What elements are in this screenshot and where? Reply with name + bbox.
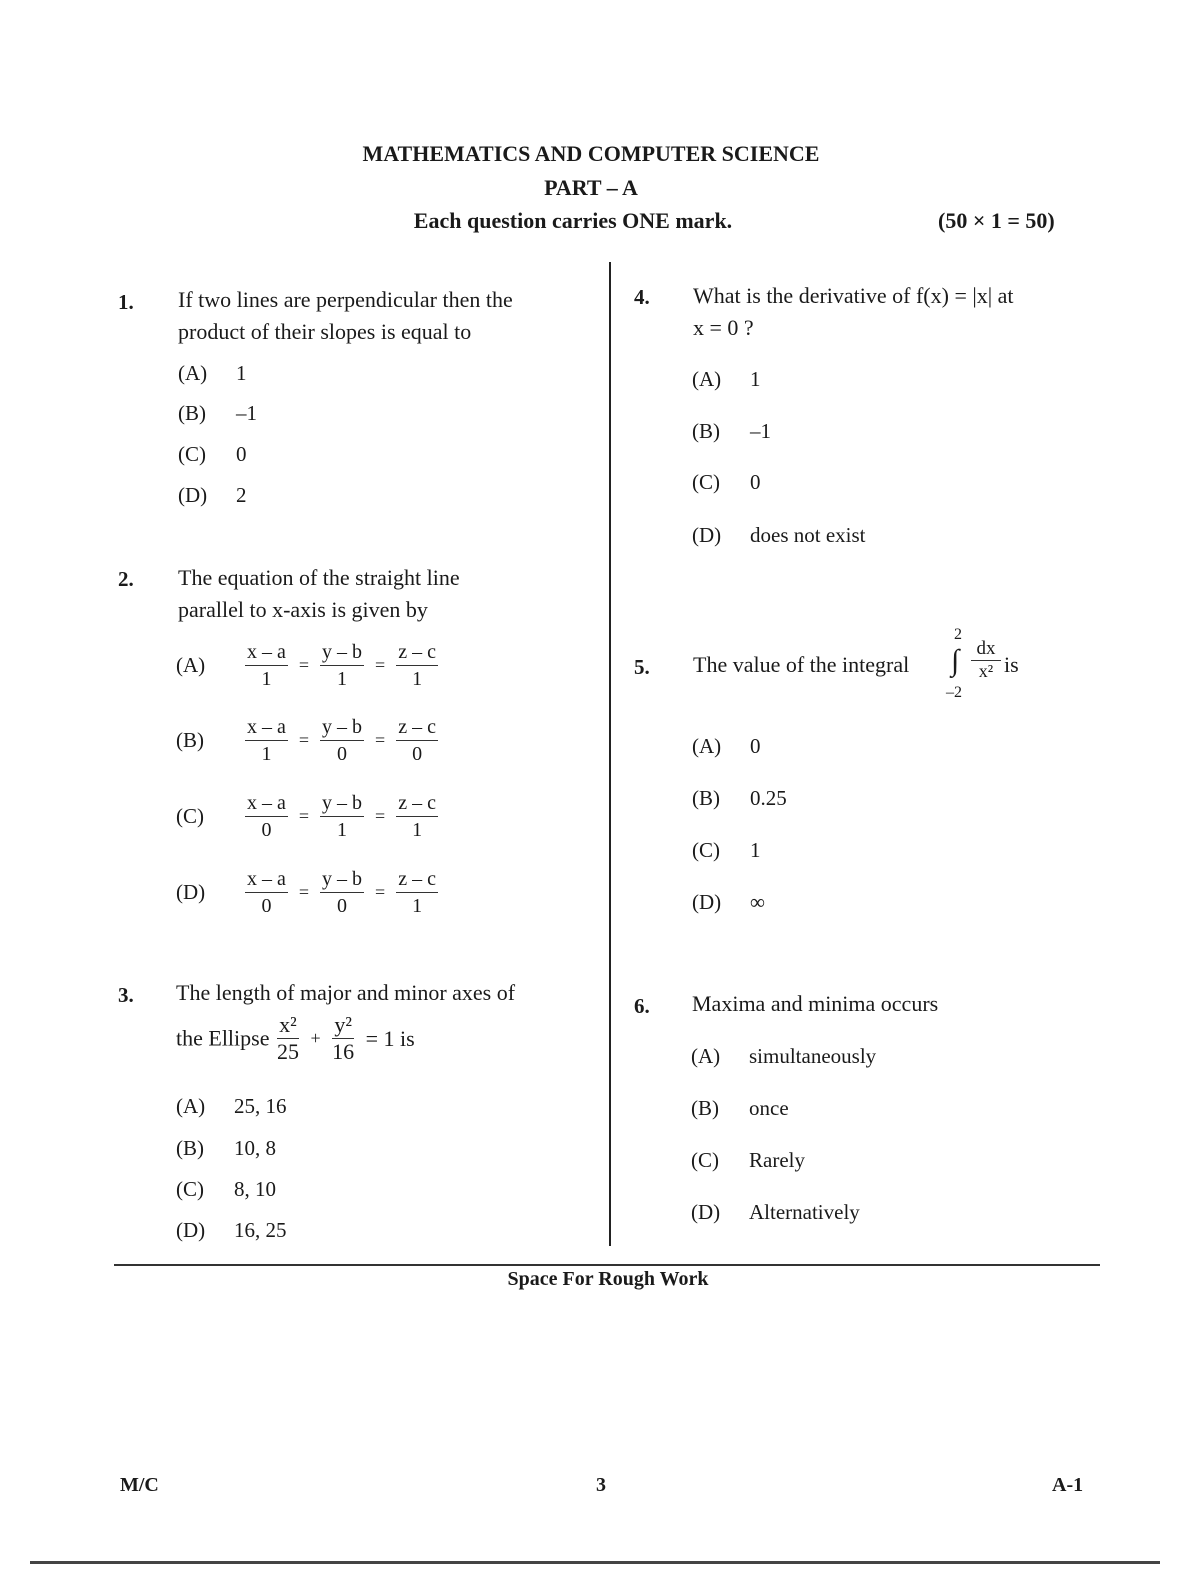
question-5-text: The value of the integral: [693, 652, 910, 677]
q6-option-c[interactable]: (C) Rarely: [691, 1148, 805, 1172]
q6-option-b[interactable]: (B) once: [691, 1096, 789, 1120]
total-marks: (50 × 1 = 50): [938, 208, 1055, 233]
q3-option-a[interactable]: (A) 25, 16: [176, 1094, 287, 1118]
q2-option-a[interactable]: (A) $\frac{x - a}{1}$ = $\frac{y - b}{1}$ = $\frac{z - c}{1}$: [176, 641, 436, 690]
question-6-number: 6.: [634, 994, 650, 1018]
marks-instruction: Each question carries ONE mark.: [413, 208, 733, 233]
q2-option-b[interactable]: (B) $\frac{x - a}{1}$ = $\frac{y - b}{0}$ = $\frac{z - c}{0}$: [176, 716, 436, 765]
q4-option-b[interactable]: (B) –1: [692, 419, 771, 443]
q1-option-c[interactable]: (C) 0: [178, 442, 247, 466]
rough-work-divider: [114, 1264, 1100, 1266]
q2-option-d[interactable]: (D) $\frac{x - a}{0}$ = $\frac{y - b}{0}$ = $\frac{z - c}{1}$: [176, 868, 436, 917]
page-number: 3: [596, 1474, 606, 1496]
q3-option-c[interactable]: (C) 8, 10: [176, 1177, 276, 1201]
question-6-text: Maxima and minima occurs: [692, 991, 939, 1016]
question-3-number: 3.: [118, 983, 134, 1007]
q5-option-a[interactable]: (A) 0: [692, 734, 761, 758]
q6-option-a[interactable]: (A) simultaneously: [691, 1044, 877, 1068]
part-heading: PART – A: [544, 175, 638, 200]
question-5-integral: 2 ∫ –2 dx x² is: [946, 626, 1019, 701]
column-divider: [609, 262, 611, 1246]
question-1-number: 1.: [118, 290, 134, 314]
question-4-text: What is the derivative of f(x) = |x| at x = 0 ?: [693, 283, 1014, 340]
question-4-number: 4.: [634, 285, 650, 309]
q5-option-d[interactable]: (D) ∞: [692, 890, 765, 914]
q2-option-c[interactable]: (C) $\frac{x - a}{0}$ = $\frac{y - b}{1}$ = $\frac{z - c}{1}$: [176, 792, 436, 841]
series-code: A-1: [1052, 1474, 1084, 1496]
q1-option-b[interactable]: (B) –1: [178, 401, 257, 425]
q4-option-c[interactable]: (C) 0: [692, 470, 761, 494]
q4-option-a[interactable]: (A) 1: [692, 367, 761, 391]
question-5-number: 5.: [634, 655, 650, 679]
question-1-text: If two lines are perpendicular then the product of their slopes is equal to: [178, 287, 513, 344]
q1-option-a[interactable]: (A) 1: [178, 361, 247, 385]
scan-edge-line: [30, 1561, 1160, 1564]
q5-option-b[interactable]: (B) 0.25: [692, 786, 787, 810]
question-2-text: The equation of the straight line parallel to x-axis is given by: [178, 565, 460, 622]
exam-title: MATHEMATICS AND COMPUTER SCIENCE: [362, 141, 820, 166]
rough-work-label: Space For Rough Work: [507, 1268, 709, 1290]
q4-option-d[interactable]: (D) does not exist: [692, 523, 866, 547]
question-3-text: The length of major and minor axes of: [176, 980, 516, 1005]
question-2-number: 2.: [118, 567, 134, 591]
q3-option-b[interactable]: (B) 10, 8: [176, 1136, 276, 1160]
q5-option-c[interactable]: (C) 1: [692, 838, 761, 862]
q1-option-d[interactable]: (D) 2: [178, 483, 247, 507]
question-3-ellipse-equation: the Ellipse $\frac{\text{x²}}{25}$ + $\frac{\text{y²}}{16}$ = 1 is: [176, 1012, 415, 1064]
footer-code: M/C: [120, 1474, 159, 1496]
q3-option-d[interactable]: (D) 16, 25: [176, 1218, 287, 1242]
q6-option-d[interactable]: (D) Alternatively: [691, 1200, 860, 1224]
